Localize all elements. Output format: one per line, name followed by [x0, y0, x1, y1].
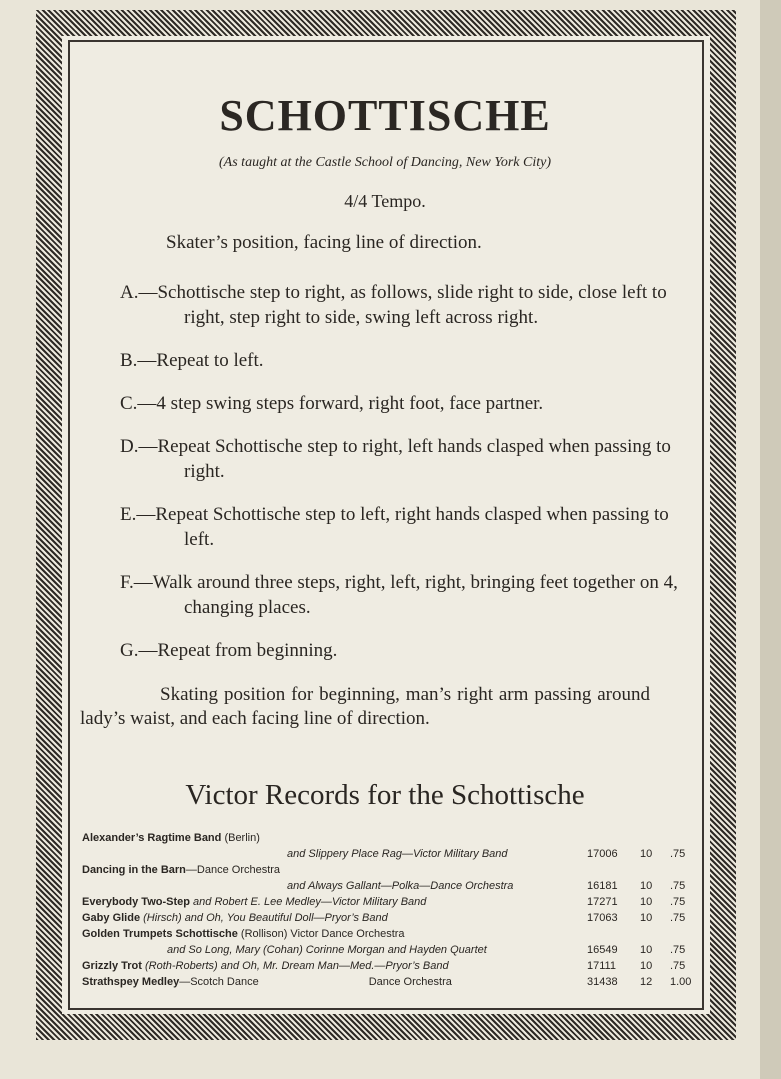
step-d: D.—Repeat Schottische step to right, left hands clasped when passing to right. — [120, 436, 671, 482]
record-price: .75 — [670, 912, 686, 924]
record-title: Strathspey Medley — [82, 976, 180, 988]
record-title: Golden Trumpets Schottische — [82, 928, 238, 940]
record-3 — [82, 896, 692, 912]
record-4 — [82, 912, 692, 928]
step-c: C.—4 step swing steps forward, right foot, face partner. — [120, 393, 544, 414]
record-number: 17271 — [587, 896, 618, 908]
records-list — [82, 832, 692, 992]
record-number: 17063 — [587, 912, 618, 924]
step-f: F.—Walk around three steps, right, left, right, bringing feet together on 4, changing places. — [120, 572, 678, 618]
record-7 — [82, 976, 692, 992]
record-extra: (Rollison) Victor Dance Orchestra — [240, 928, 405, 940]
record-price: .75 — [670, 848, 686, 860]
record-title: Grizzly Trot — [82, 960, 142, 972]
record-price: 1.00 — [670, 976, 692, 988]
record-coupling: and So Long, Mary (Cohan) Corinne Morgan and Hayden Quartet — [167, 944, 487, 956]
record-2 — [82, 864, 692, 896]
record-size: 10 — [640, 880, 653, 892]
record-title: Dancing in the Barn — [82, 864, 186, 876]
step-b: B.—Repeat to left. — [120, 350, 264, 371]
step-g: G.—Repeat from beginning. — [120, 640, 338, 661]
record-number: 17006 — [587, 848, 618, 860]
record-price: .75 — [670, 960, 686, 972]
record-title: Everybody Two-Step — [82, 896, 190, 908]
record-coupling: and Slippery Place Rag—Victor Military Band — [287, 848, 508, 860]
record-size: 10 — [640, 960, 653, 972]
steps-list — [80, 280, 690, 663]
closing-paragraph: Skating position for beginning, man’s right arm passing around lady’s waist, and each facing line of direction. — [80, 684, 650, 729]
record-size: 10 — [640, 848, 653, 860]
record-price: .75 — [670, 880, 686, 892]
record-size: 10 — [640, 912, 653, 924]
record-size: 12 — [640, 976, 653, 988]
record-extra: (Hirsch) and Oh, You Beautiful Doll—Pryor’s Band — [143, 912, 388, 924]
step-e: E.—Repeat Schottische step to left, right hands clasped when passing to left. — [120, 504, 669, 550]
record-title: Alexander’s Ragtime Band — [82, 832, 222, 844]
record-number: 16549 — [587, 944, 618, 956]
record-number: 31438 — [587, 976, 618, 988]
subtitle: (As taught at the Castle School of Dancing, New York City) — [219, 155, 551, 170]
record-price: .75 — [670, 896, 686, 908]
record-6 — [82, 960, 692, 976]
document-body — [80, 90, 690, 812]
step-a: A.—Schottische step to right, as follows, slide right to side, close left to right, step right to side, swing left across right. — [120, 282, 667, 328]
record-number: 17111 — [587, 960, 616, 972]
record-extra: —Scotch Dance Dance Orchestra — [179, 976, 452, 988]
record-size: 10 — [640, 944, 653, 956]
record-extra: and Robert E. Lee Medley—Victor Military Band — [193, 896, 427, 908]
records-heading: Victor Records for the Schottische — [185, 779, 585, 811]
intro-text: Skater’s position, facing line of direction. — [166, 232, 482, 253]
record-extra: (Roth-Roberts) and Oh, Mr. Dream Man—Med.—Pryor’s Band — [144, 960, 449, 972]
record-5 — [82, 928, 692, 960]
record-coupling: and Always Gallant—Polka—Dance Orchestra — [287, 880, 514, 892]
page-edge — [760, 0, 781, 1079]
record-extra: —Dance Orchestra — [185, 864, 281, 876]
record-size: 10 — [640, 896, 653, 908]
page-title: SCHOTTISCHE — [219, 91, 551, 140]
record-extra: (Berlin) — [224, 832, 260, 844]
record-1 — [82, 832, 692, 864]
record-number: 16181 — [587, 880, 618, 892]
record-price: .75 — [670, 944, 686, 956]
tempo: 4/4 Tempo. — [344, 191, 426, 211]
record-title: Gaby Glide — [82, 912, 141, 924]
